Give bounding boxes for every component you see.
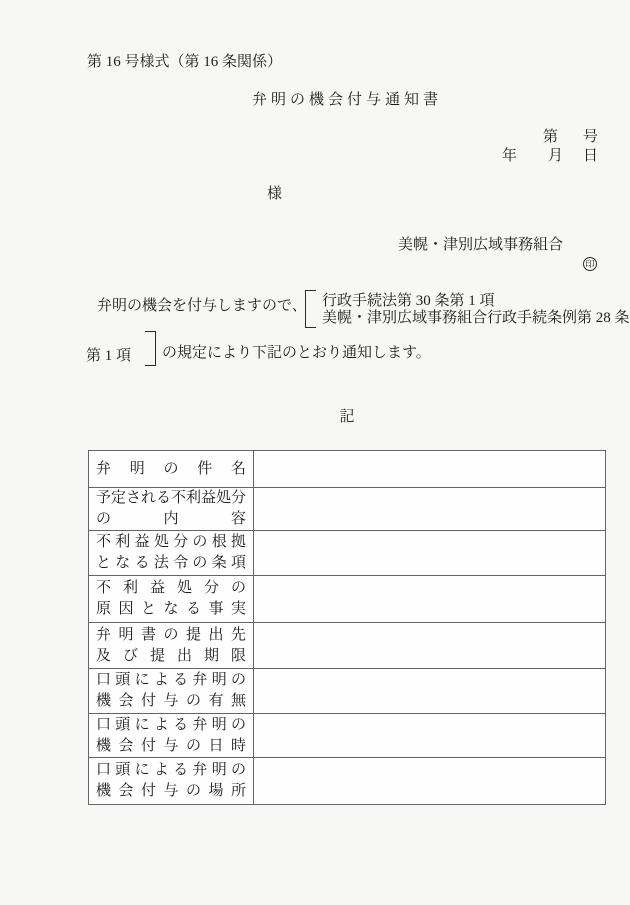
table-row [89,451,606,488]
row-label-line: 不利益処分の [96,580,246,596]
law-reference-1: 行政手続法第 30 条第 1 項 [322,293,495,309]
row-label-cell [89,576,254,623]
date-year-label: 年 [502,148,518,164]
law-reference-2: 美幌・津別広域事務組合行政手続条例第 28 条 [322,310,630,326]
form-number: 第 16 号様式（第 16 条関係） [87,54,283,70]
row-label-line: 原因となる事実 [96,601,246,617]
body-lead-text: 弁明の機会を付与しますので、 [97,298,307,314]
table-row [89,758,606,805]
row-label-line: 口頭による弁明の [96,716,246,733]
addressee-honorific: 様 [267,186,283,202]
notice-table [88,450,606,805]
row-value-cell [254,669,606,714]
row-label-cell [89,669,254,714]
date-month-label: 月 [548,148,564,164]
row-label-line: 機会付与の場所 [96,783,246,799]
row-value-cell [254,451,606,488]
row-label-cell [89,531,254,576]
row-label-line: 機会付与の有無 [96,693,246,709]
doc-number-prefix: 第 [543,129,559,145]
close-bracket [145,331,156,366]
row-label-line: 不利益処分の根拠 [96,534,246,550]
row-label-line: となる法令の条項 [96,555,246,571]
row-label-cell [89,714,254,758]
row-label-line: の内容 [96,511,246,527]
row-label-line: 弁明書の提出先 [96,626,246,643]
row-label-cell [89,758,254,805]
row-label-line: 及び提出期限 [96,647,246,664]
body-tail-text: の規定により下記のとおり通知します。 [162,345,431,361]
row-value-cell [254,531,606,576]
doc-number-suffix: 号 [583,129,599,145]
row-value-cell [254,758,606,805]
table-row [89,623,606,669]
row-label-line: 口頭による弁明の [96,762,246,778]
table-row [89,576,606,623]
law-reference-2-continuation: 第 1 項 [86,348,132,364]
row-value-cell [254,623,606,669]
table-row [89,714,606,758]
row-label-cell [89,623,254,669]
row-value-cell [254,576,606,623]
row-label-line: 弁明の件名 [96,460,246,477]
row-label-line: 機会付与の日時 [96,737,246,754]
row-label-line: 予定される不利益処分 [96,490,247,506]
row-value-cell [254,488,606,531]
seal-icon [583,257,597,271]
row-label-cell [89,451,254,488]
table-row [89,669,606,714]
row-label-cell [89,488,254,531]
date-day-label: 日 [583,148,599,164]
open-bracket [305,290,316,328]
issuer-name: 美幌・津別広域事務組合 [398,237,564,253]
row-value-cell [254,714,606,758]
ki-heading: 記 [339,409,355,425]
row-label-line: 口頭による弁明の [96,672,246,688]
seal-character: 印 [585,258,595,269]
page-title: 弁明の機会付与通知書 [251,92,442,108]
table-row [89,488,606,531]
table-row [89,531,606,576]
